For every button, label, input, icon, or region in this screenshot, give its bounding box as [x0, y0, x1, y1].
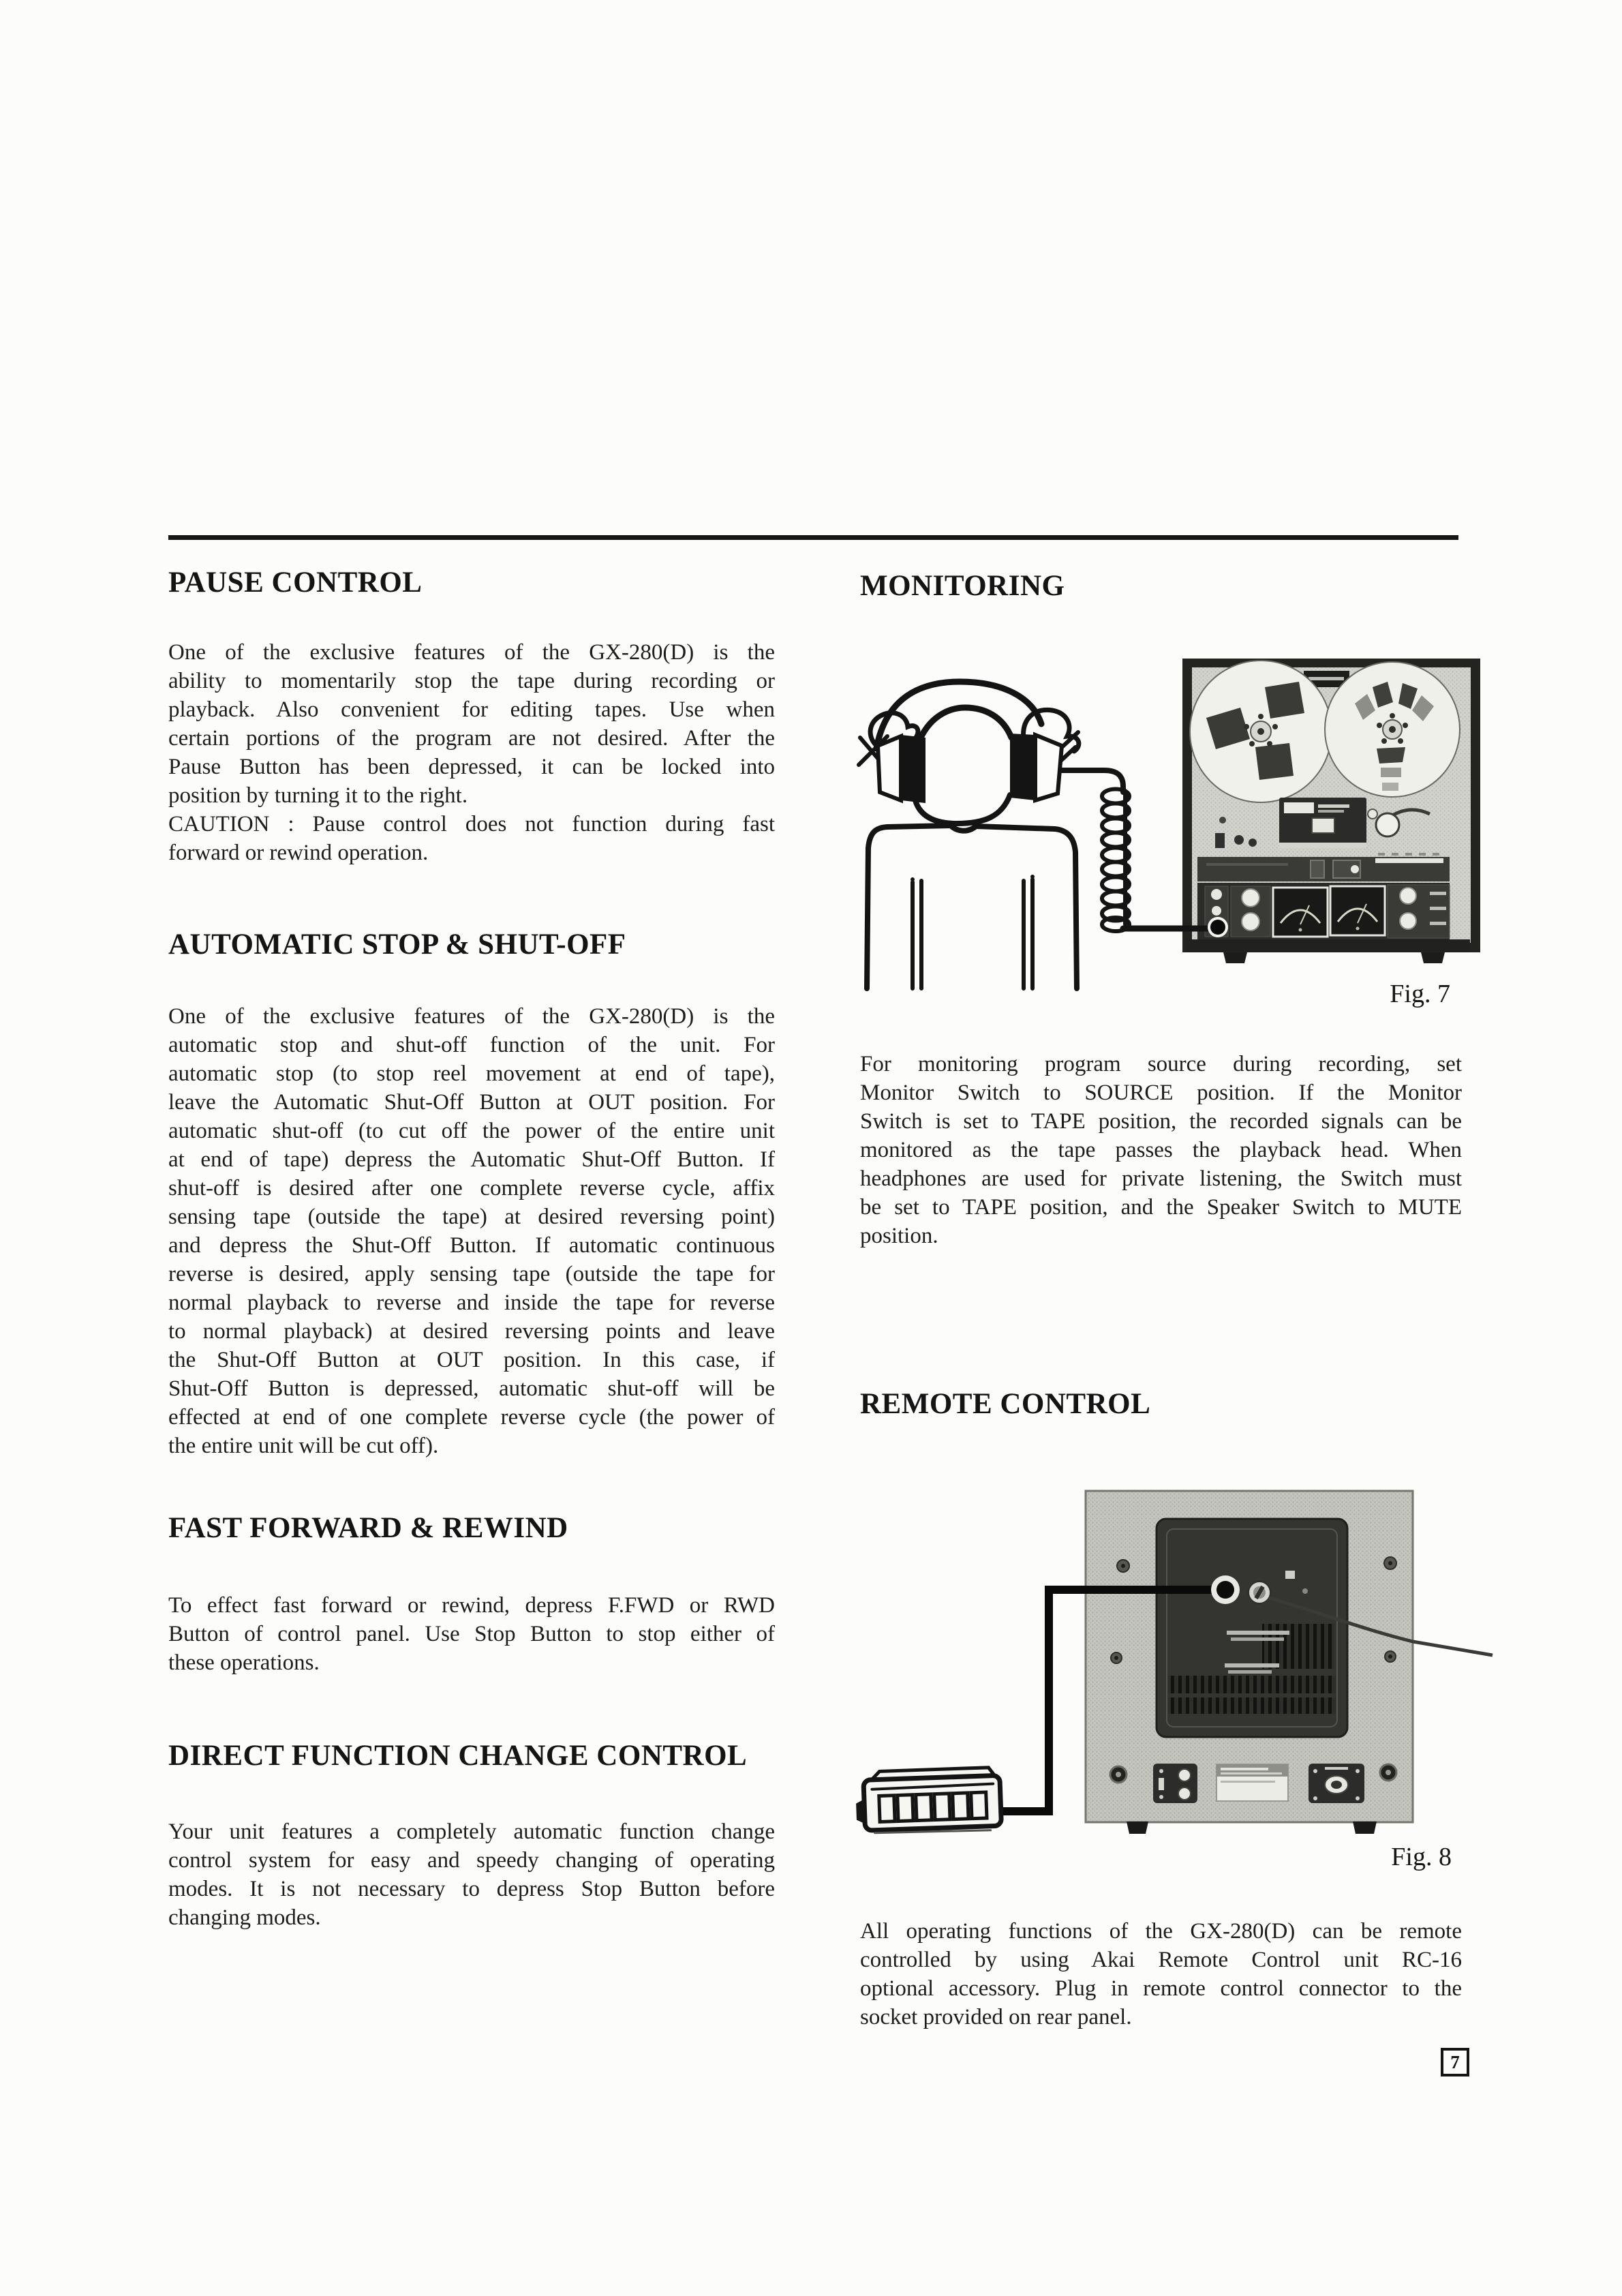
text-line: To effect fast forward or rewind, depress F.FWD or RWD — [168, 1593, 775, 1618]
figure-8-remote-illustration — [852, 1490, 1499, 1837]
text-line: Button of control panel. Use Stop Button to stop either of — [168, 1622, 775, 1646]
text-line: sensing tape (outside the tape) at desired reversing point) — [168, 1205, 775, 1229]
automatic-stop-paragraph — [168, 1002, 775, 1460]
text-line: playback. Also convenient for editing tapes. Use when — [168, 697, 775, 722]
text-line: ability to momentarily stop the tape during recording or — [168, 669, 775, 693]
text-line: automatic stop and shut-off function of the unit. For — [168, 1033, 775, 1057]
figure-7-caption: Fig. 7 — [1390, 980, 1450, 1008]
pause-control-caution — [168, 810, 775, 867]
callout-dot-headphone-jack — [1210, 920, 1225, 935]
remote-control-heading: REMOTE CONTROL — [860, 1388, 1151, 1420]
text-line: automatic shut-off (to cut off the power of the entire unit — [168, 1119, 775, 1143]
figure-8-caption: Fig. 8 — [1391, 1843, 1452, 1871]
remote-control-drawing — [855, 1767, 1002, 1834]
page-number: 7 — [1450, 2051, 1460, 2072]
text-line: shut-off is desired after one complete reverse cycle, affix — [168, 1176, 775, 1200]
text-line: For monitoring program source during recording, set — [860, 1052, 1462, 1076]
text-line: the Shut-Off Button at OUT position. In this case, if — [168, 1348, 775, 1372]
page-number-box — [1441, 2048, 1469, 2076]
text-line: Shut-Off Button is depressed, automatic shut-off will be — [168, 1376, 775, 1401]
remote-control-paragraph — [860, 1917, 1462, 2031]
text-line: to normal playback) at desired reversing points and leave — [168, 1319, 775, 1344]
text-line: be set to TAPE position, and the Speaker Switch to MUTE — [860, 1195, 1462, 1220]
pause-control-paragraph — [168, 638, 775, 810]
text-line: monitored as the tape passes the playback head. When — [860, 1138, 1462, 1162]
text-line: controlled by using Akai Remote Control unit RC-16 — [860, 1948, 1462, 1972]
section-divider-rule — [168, 535, 1458, 540]
direct-function-heading: DIRECT FUNCTION CHANGE CONTROL — [168, 1740, 748, 1772]
text-line: position. — [860, 1224, 938, 1248]
text-line: the entire unit will be cut off). — [168, 1434, 439, 1458]
text-line: CAUTION : Pause control does not function during fast — [168, 812, 775, 836]
text-line: Your unit features a completely automatic function change — [168, 1819, 775, 1844]
text-line: optional accessory. Plug in remote control connector to the — [860, 1976, 1462, 2001]
text-line: effected at end of one complete reverse cycle (the power of — [168, 1405, 775, 1430]
monitoring-paragraph — [860, 1050, 1462, 1250]
text-line: control system for easy and speedy changing of operating — [168, 1848, 775, 1873]
automatic-stop-heading: AUTOMATIC STOP & SHUT-OFF — [168, 928, 626, 961]
rear-panel-photo — [1086, 1491, 1493, 1834]
fast-forward-heading: FAST FORWARD & REWIND — [168, 1512, 568, 1544]
text-line: position by turning it to the right. — [168, 783, 468, 808]
text-line: forward or rewind operation. — [168, 841, 429, 865]
tape-deck-photo — [1182, 659, 1480, 963]
text-line: modes. It is not necessary to depress Stop Button before — [168, 1877, 775, 1901]
text-line: One of the exclusive features of the GX-280(D) is the — [168, 640, 775, 665]
text-line: changing modes. — [168, 1905, 321, 1930]
pause-control-heading: PAUSE CONTROL — [168, 567, 423, 599]
remote-socket — [1216, 1581, 1234, 1599]
text-line: reverse is desired, apply sensing tape (outside the tape for — [168, 1262, 775, 1286]
text-line: and depress the Shut-Off Button. If automatic continuous — [168, 1233, 775, 1258]
text-line: All operating functions of the GX-280(D) can be remote — [860, 1919, 1462, 1944]
person-with-headphones-illustration — [859, 682, 1079, 988]
text-line: automatic stop (to stop reel movement at end of tape), — [168, 1061, 775, 1086]
text-line: Pause Button has been depressed, it can be locked into — [168, 755, 775, 779]
text-line: Monitor Switch to SOURCE position. If the Monitor — [860, 1081, 1462, 1105]
text-line: One of the exclusive features of the GX-280(D) is the — [168, 1004, 775, 1029]
text-line: these operations. — [168, 1650, 320, 1675]
direct-function-paragraph — [168, 1817, 775, 1932]
text-line: Switch is set to TAPE position, the recorded signals can be — [860, 1109, 1462, 1134]
text-line: certain portions of the program are not desired. After the — [168, 726, 775, 751]
text-line: at end of tape) depress the Automatic Shut-Off Button. If — [168, 1147, 775, 1172]
monitoring-heading: MONITORING — [860, 570, 1065, 602]
text-line: socket provided on rear panel. — [860, 2005, 1132, 2029]
text-line: headphones are used for private listening, the Switch must — [860, 1166, 1462, 1191]
fast-forward-paragraph — [168, 1591, 775, 1677]
text-line: normal playback to reverse and inside the tape for reverse — [168, 1290, 775, 1315]
text-line: leave the Automatic Shut-Off Button at OUT position. For — [168, 1090, 775, 1115]
figure-7-monitoring-illustration — [852, 637, 1482, 1023]
